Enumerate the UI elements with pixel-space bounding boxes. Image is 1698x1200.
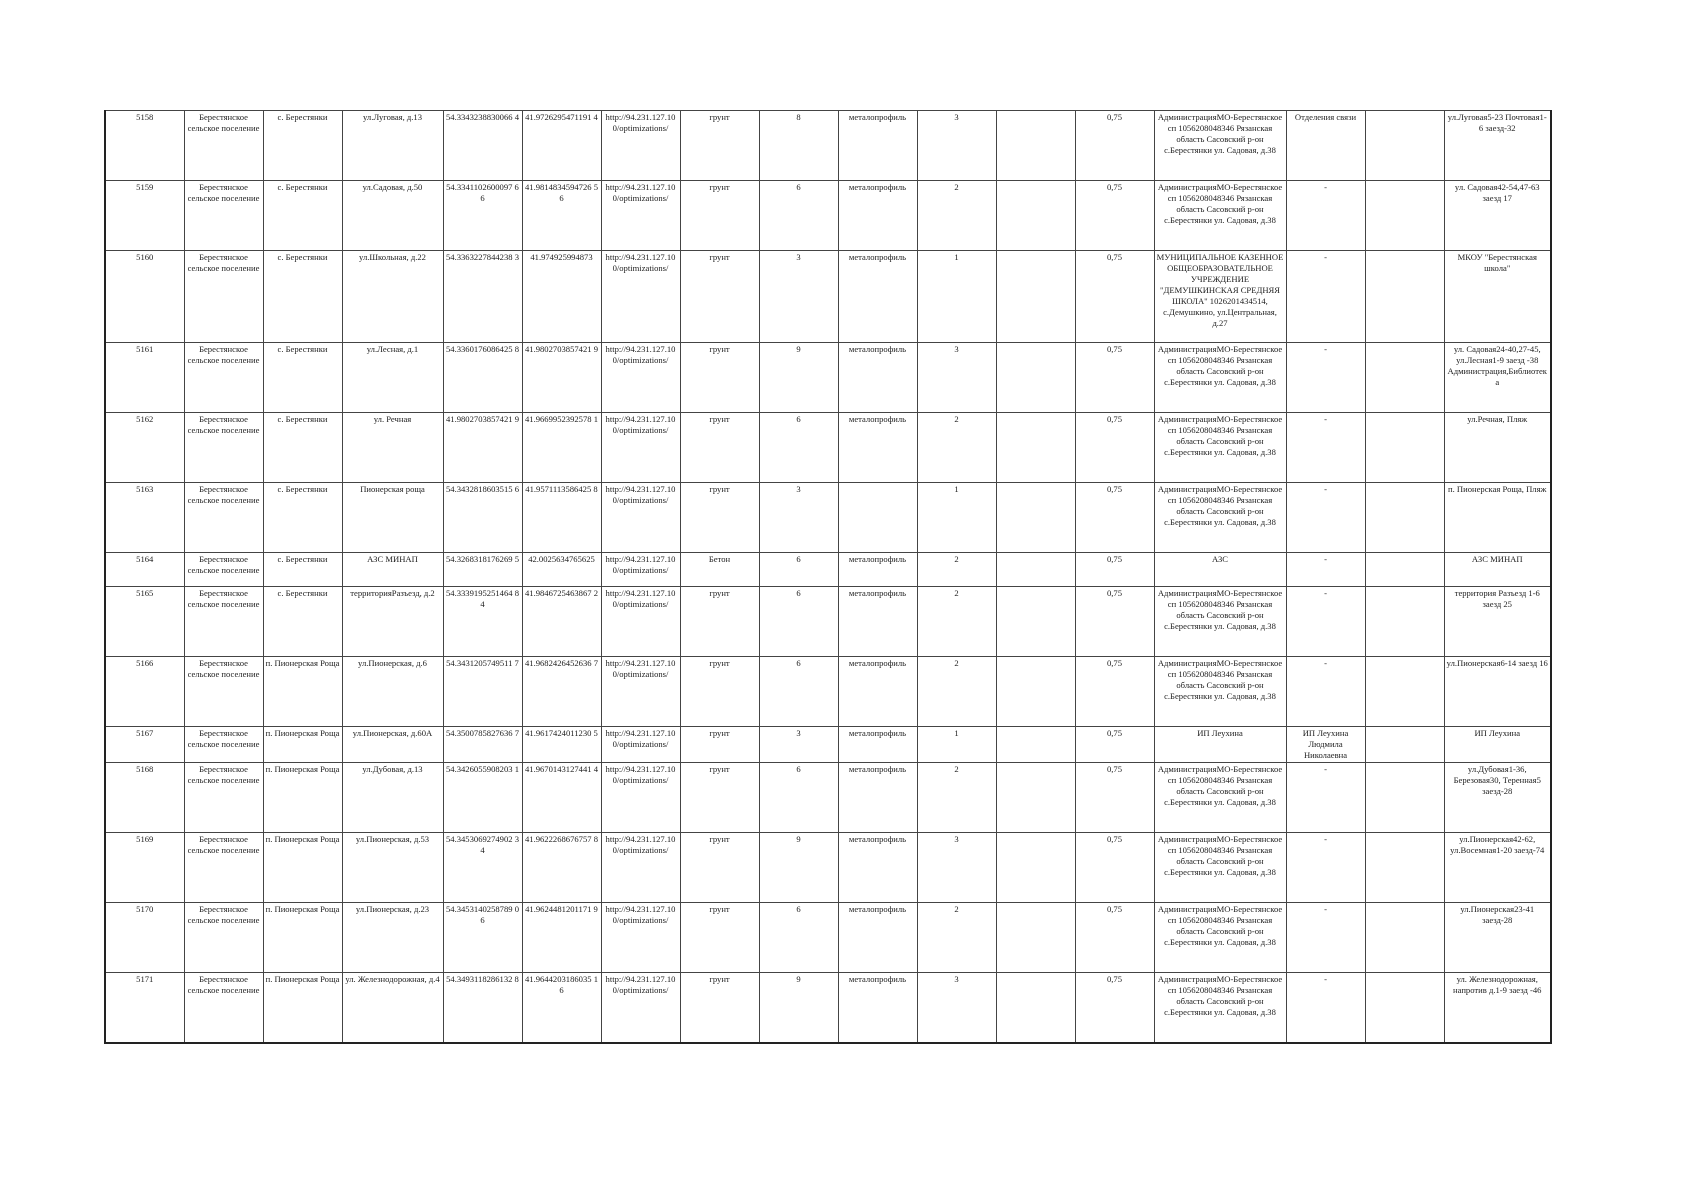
cell-settlement: Берестянское сельское поселение bbox=[184, 343, 263, 413]
cell-longitude: 41.9669952392578 1 bbox=[522, 413, 601, 483]
cell-record-id: 5164 bbox=[105, 553, 184, 587]
cell-blank-col bbox=[996, 413, 1075, 483]
data-table bbox=[104, 110, 1552, 1044]
cell-settlement: Берестянское сельское поселение bbox=[184, 903, 263, 973]
cell-served-objects: ул. Садовая24-40,27-45, ул.Лесная1-9 заезд -38 Администрация,Библиотека bbox=[1444, 343, 1551, 413]
cell-address: ул.Луговая, д.13 bbox=[342, 111, 443, 181]
cell-record-id: 5166 bbox=[105, 657, 184, 727]
cell-volume: 0,75 bbox=[1075, 413, 1154, 483]
cell-locality: п. Пионерская Роща bbox=[263, 833, 342, 903]
cell-record-id: 5159 bbox=[105, 181, 184, 251]
cell-served-objects: АЗС МИНАП bbox=[1444, 553, 1551, 587]
cell-link: http://94.231.127.10 0/optimizations/ bbox=[601, 727, 680, 763]
cell-locality: с. Берестянки bbox=[263, 413, 342, 483]
table-row bbox=[105, 727, 1551, 763]
cell-material: металопрофиль bbox=[838, 657, 917, 727]
cell-containers: 3 bbox=[917, 833, 996, 903]
cell-settlement: Берестянское сельское поселение bbox=[184, 763, 263, 833]
cell-material bbox=[838, 483, 917, 553]
cell-link: http://94.231.127.10 0/optimizations/ bbox=[601, 483, 680, 553]
cell-longitude: 41.9814834594726 56 bbox=[522, 181, 601, 251]
cell-volume: 0,75 bbox=[1075, 763, 1154, 833]
cell-surface: грунт bbox=[680, 251, 759, 343]
cell-blank-col bbox=[996, 763, 1075, 833]
cell-link: http://94.231.127.10 0/optimizations/ bbox=[601, 657, 680, 727]
cell-contact: - bbox=[1286, 483, 1365, 553]
cell-owner: АдминистрацияМО-Берестянское сп 1056208048346 Рязанская область Сасовский р-он с.Берестянки ул. Садовая, д.38 bbox=[1154, 111, 1286, 181]
cell-latitude: 54.3339195251464 84 bbox=[443, 587, 522, 657]
cell-surface: грунт bbox=[680, 413, 759, 483]
cell-containers: 2 bbox=[917, 657, 996, 727]
cell-blank-col bbox=[996, 181, 1075, 251]
cell-volume: 0,75 bbox=[1075, 111, 1154, 181]
cell-containers: 2 bbox=[917, 763, 996, 833]
cell-address: ул.Садовая, д.50 bbox=[342, 181, 443, 251]
cell-longitude: 41.9644203186035 16 bbox=[522, 973, 601, 1043]
cell-address: ул.Школьная, д.22 bbox=[342, 251, 443, 343]
cell-locality: с. Берестянки bbox=[263, 553, 342, 587]
cell-containers: 2 bbox=[917, 553, 996, 587]
cell-blank-col bbox=[996, 973, 1075, 1043]
cell-settlement: Берестянское сельское поселение bbox=[184, 251, 263, 343]
cell-latitude: 54.3343238830066 4 bbox=[443, 111, 522, 181]
cell-area: 8 bbox=[759, 111, 838, 181]
cell-contact: - bbox=[1286, 181, 1365, 251]
cell-served-objects: территория Разъезд 1-6 заезд 25 bbox=[1444, 587, 1551, 657]
cell-record-id: 5160 bbox=[105, 251, 184, 343]
cell-record-id: 5158 bbox=[105, 111, 184, 181]
cell-area: 9 bbox=[759, 973, 838, 1043]
cell-contact: - bbox=[1286, 413, 1365, 483]
cell-latitude: 54.3432818603515 6 bbox=[443, 483, 522, 553]
cell-served-objects: п. Пионерская Роща, Пляж bbox=[1444, 483, 1551, 553]
cell-owner: АдминистрацияМО-Берестянское сп 1056208048346 Рязанская область Сасовский р-он с.Берестянки ул. Садовая, д.38 bbox=[1154, 343, 1286, 413]
cell-longitude: 41.9846725463867 2 bbox=[522, 587, 601, 657]
cell-blank-col bbox=[1365, 903, 1444, 973]
cell-surface: грунт bbox=[680, 727, 759, 763]
cell-settlement: Берестянское сельское поселение bbox=[184, 657, 263, 727]
cell-volume: 0,75 bbox=[1075, 833, 1154, 903]
cell-link: http://94.231.127.10 0/optimizations/ bbox=[601, 763, 680, 833]
cell-material: металопрофиль bbox=[838, 413, 917, 483]
cell-blank-col bbox=[1365, 343, 1444, 413]
cell-longitude: 41.9617424011230 5 bbox=[522, 727, 601, 763]
cell-blank-col bbox=[996, 587, 1075, 657]
cell-blank-col bbox=[1365, 111, 1444, 181]
table-row bbox=[105, 181, 1551, 251]
table-row bbox=[105, 587, 1551, 657]
cell-address: ул.Пионерская, д.60А bbox=[342, 727, 443, 763]
cell-contact: - bbox=[1286, 553, 1365, 587]
cell-containers: 2 bbox=[917, 587, 996, 657]
cell-blank-col bbox=[1365, 833, 1444, 903]
cell-material: металопрофиль bbox=[838, 343, 917, 413]
cell-record-id: 5169 bbox=[105, 833, 184, 903]
cell-settlement: Берестянское сельское поселение bbox=[184, 413, 263, 483]
cell-surface: Бетон bbox=[680, 553, 759, 587]
cell-link: http://94.231.127.10 0/optimizations/ bbox=[601, 587, 680, 657]
cell-record-id: 5168 bbox=[105, 763, 184, 833]
table-row bbox=[105, 553, 1551, 587]
cell-blank-col bbox=[1365, 553, 1444, 587]
cell-longitude: 41.9624481201171 9 bbox=[522, 903, 601, 973]
cell-settlement: Берестянское сельское поселение bbox=[184, 587, 263, 657]
cell-served-objects: ул. Железнодорожная, напротив д.1-9 заезд -46 bbox=[1444, 973, 1551, 1043]
cell-blank-col bbox=[1365, 483, 1444, 553]
cell-material: металопрофиль bbox=[838, 181, 917, 251]
cell-served-objects: ул.Пионерская23-41 заезд-28 bbox=[1444, 903, 1551, 973]
cell-blank-col bbox=[996, 553, 1075, 587]
cell-link: http://94.231.127.10 0/optimizations/ bbox=[601, 833, 680, 903]
cell-volume: 0,75 bbox=[1075, 587, 1154, 657]
cell-latitude: 54.3363227844238 3 bbox=[443, 251, 522, 343]
cell-volume: 0,75 bbox=[1075, 343, 1154, 413]
cell-latitude: 54.3341102600097 66 bbox=[443, 181, 522, 251]
cell-area: 6 bbox=[759, 903, 838, 973]
cell-served-objects: ул. Садовая42-54,47-63 заезд 17 bbox=[1444, 181, 1551, 251]
table-row bbox=[105, 973, 1551, 1043]
cell-settlement: Берестянское сельское поселение bbox=[184, 727, 263, 763]
cell-contact: - bbox=[1286, 973, 1365, 1043]
cell-locality: с. Берестянки bbox=[263, 343, 342, 413]
cell-material: металопрофиль bbox=[838, 903, 917, 973]
cell-locality: п. Пионерская Роща bbox=[263, 903, 342, 973]
cell-link: http://94.231.127.10 0/optimizations/ bbox=[601, 903, 680, 973]
cell-contact: - bbox=[1286, 343, 1365, 413]
cell-longitude: 41.974925994873 bbox=[522, 251, 601, 343]
table-row bbox=[105, 251, 1551, 343]
cell-owner: МУНИЦИПАЛЬНОЕ КАЗЕННОЕ ОБЩЕОБРАЗОВАТЕЛЬНОЕ УЧРЕЖДЕНИЕ "ДЕМУШКИНСКАЯ СРЕДНЯЯ ШКОЛА" 1026201434514, с.Демушкино, ул.Центральная, д.27 bbox=[1154, 251, 1286, 343]
cell-latitude: 54.3431205749511 7 bbox=[443, 657, 522, 727]
cell-material: металопрофиль bbox=[838, 727, 917, 763]
cell-area: 6 bbox=[759, 657, 838, 727]
cell-latitude: 54.3453069274902 34 bbox=[443, 833, 522, 903]
cell-address: территорияРазъезд, д.2 bbox=[342, 587, 443, 657]
cell-surface: грунт bbox=[680, 903, 759, 973]
cell-locality: с. Берестянки bbox=[263, 587, 342, 657]
cell-blank-col bbox=[1365, 727, 1444, 763]
cell-containers: 1 bbox=[917, 727, 996, 763]
cell-locality: п. Пионерская Роща bbox=[263, 657, 342, 727]
cell-blank-col bbox=[1365, 251, 1444, 343]
cell-blank-col bbox=[996, 251, 1075, 343]
table-row bbox=[105, 413, 1551, 483]
cell-record-id: 5171 bbox=[105, 973, 184, 1043]
cell-link: http://94.231.127.10 0/optimizations/ bbox=[601, 251, 680, 343]
cell-longitude: 41.9670143127441 4 bbox=[522, 763, 601, 833]
cell-material: металопрофиль bbox=[838, 763, 917, 833]
cell-blank-col bbox=[996, 483, 1075, 553]
cell-owner: АЗС bbox=[1154, 553, 1286, 587]
cell-settlement: Берестянское сельское поселение bbox=[184, 111, 263, 181]
cell-containers: 2 bbox=[917, 181, 996, 251]
cell-link: http://94.231.127.10 0/optimizations/ bbox=[601, 413, 680, 483]
table-row bbox=[105, 111, 1551, 181]
cell-owner: АдминистрацияМО-Берестянское сп 1056208048346 Рязанская область Сасовский р-он с.Берестянки ул. Садовая, д.38 bbox=[1154, 483, 1286, 553]
cell-area: 6 bbox=[759, 553, 838, 587]
cell-area: 6 bbox=[759, 763, 838, 833]
cell-settlement: Берестянское сельское поселение bbox=[184, 553, 263, 587]
cell-contact: Отделения связи bbox=[1286, 111, 1365, 181]
cell-blank-col bbox=[1365, 763, 1444, 833]
cell-address: Пионерская роща bbox=[342, 483, 443, 553]
table-row bbox=[105, 343, 1551, 413]
cell-volume: 0,75 bbox=[1075, 727, 1154, 763]
cell-latitude: 54.3493118286132 8 bbox=[443, 973, 522, 1043]
cell-area: 3 bbox=[759, 483, 838, 553]
cell-latitude: 54.3500785827636 7 bbox=[443, 727, 522, 763]
cell-longitude: 41.9726295471191 4 bbox=[522, 111, 601, 181]
cell-surface: грунт bbox=[680, 181, 759, 251]
cell-area: 3 bbox=[759, 727, 838, 763]
cell-address: ул.Пионерская, д.53 bbox=[342, 833, 443, 903]
cell-locality: п. Пионерская Роща bbox=[263, 763, 342, 833]
cell-volume: 0,75 bbox=[1075, 657, 1154, 727]
cell-blank-col bbox=[1365, 181, 1444, 251]
cell-locality: с. Берестянки bbox=[263, 181, 342, 251]
cell-served-objects: ул.Речная, Пляж bbox=[1444, 413, 1551, 483]
cell-contact: - bbox=[1286, 763, 1365, 833]
cell-surface: грунт bbox=[680, 763, 759, 833]
cell-longitude: 41.9622268676757 8 bbox=[522, 833, 601, 903]
cell-settlement: Берестянское сельское поселение bbox=[184, 973, 263, 1043]
cell-material: металопрофиль bbox=[838, 833, 917, 903]
cell-area: 3 bbox=[759, 251, 838, 343]
cell-surface: грунт bbox=[680, 111, 759, 181]
cell-blank-col bbox=[1365, 973, 1444, 1043]
cell-locality: с. Берестянки bbox=[263, 483, 342, 553]
cell-volume: 0,75 bbox=[1075, 483, 1154, 553]
cell-volume: 0,75 bbox=[1075, 973, 1154, 1043]
cell-link: http://94.231.127.10 0/optimizations/ bbox=[601, 111, 680, 181]
cell-locality: с. Берестянки bbox=[263, 111, 342, 181]
cell-settlement: Берестянское сельское поселение bbox=[184, 833, 263, 903]
cell-link: http://94.231.127.10 0/optimizations/ bbox=[601, 343, 680, 413]
cell-containers: 3 bbox=[917, 111, 996, 181]
cell-containers: 3 bbox=[917, 973, 996, 1043]
cell-link: http://94.231.127.10 0/optimizations/ bbox=[601, 181, 680, 251]
table-row bbox=[105, 483, 1551, 553]
cell-material: металопрофиль bbox=[838, 587, 917, 657]
cell-contact: - bbox=[1286, 657, 1365, 727]
cell-volume: 0,75 bbox=[1075, 903, 1154, 973]
cell-material: металопрофиль bbox=[838, 251, 917, 343]
cell-owner: АдминистрацияМО-Берестянское сп 1056208048346 Рязанская область Сасовский р-он с.Берестянки ул. Садовая, д.38 bbox=[1154, 763, 1286, 833]
cell-link: http://94.231.127.10 0/optimizations/ bbox=[601, 973, 680, 1043]
table-row bbox=[105, 833, 1551, 903]
cell-latitude: 54.3453140258789 06 bbox=[443, 903, 522, 973]
cell-longitude: 41.9682426452636 7 bbox=[522, 657, 601, 727]
cell-containers: 1 bbox=[917, 251, 996, 343]
cell-area: 6 bbox=[759, 587, 838, 657]
cell-area: 6 bbox=[759, 181, 838, 251]
cell-locality: с. Берестянки bbox=[263, 251, 342, 343]
cell-surface: грунт bbox=[680, 833, 759, 903]
cell-served-objects: ул.Пионерская6-14 заезд 16 bbox=[1444, 657, 1551, 727]
cell-address: ул. Речная bbox=[342, 413, 443, 483]
cell-contact: - bbox=[1286, 587, 1365, 657]
cell-served-objects: ул.Пионерская42-62, ул.Восемная1-20 заезд-74 bbox=[1444, 833, 1551, 903]
cell-owner: АдминистрацияМО-Берестянское сп 1056208048346 Рязанская область Сасовский р-он с.Берестянки ул. Садовая, д.38 bbox=[1154, 413, 1286, 483]
cell-longitude: 41.9802703857421 9 bbox=[522, 343, 601, 413]
cell-volume: 0,75 bbox=[1075, 251, 1154, 343]
cell-contact: ИП Леухина Людмила Николаевна bbox=[1286, 727, 1365, 763]
cell-owner: АдминистрацияМО-Берестянское сп 1056208048346 Рязанская область Сасовский р-он с.Берестянки ул. Садовая, д.38 bbox=[1154, 833, 1286, 903]
cell-link: http://94.231.127.10 0/optimizations/ bbox=[601, 553, 680, 587]
cell-material: металопрофиль bbox=[838, 973, 917, 1043]
cell-blank-col bbox=[996, 657, 1075, 727]
cell-surface: грунт bbox=[680, 657, 759, 727]
cell-settlement: Берестянское сельское поселение bbox=[184, 181, 263, 251]
cell-record-id: 5167 bbox=[105, 727, 184, 763]
cell-surface: грунт bbox=[680, 587, 759, 657]
cell-locality: п. Пионерская Роща bbox=[263, 973, 342, 1043]
cell-owner: ИП Леухина bbox=[1154, 727, 1286, 763]
cell-area: 6 bbox=[759, 413, 838, 483]
cell-contact: - bbox=[1286, 251, 1365, 343]
cell-latitude: 54.3268318176269 5 bbox=[443, 553, 522, 587]
cell-blank-col bbox=[1365, 657, 1444, 727]
cell-surface: грунт bbox=[680, 483, 759, 553]
cell-owner: АдминистрацияМО-Берестянское сп 1056208048346 Рязанская область Сасовский р-он с.Берестянки ул. Садовая, д.38 bbox=[1154, 973, 1286, 1043]
cell-record-id: 5170 bbox=[105, 903, 184, 973]
cell-record-id: 5162 bbox=[105, 413, 184, 483]
cell-containers: 1 bbox=[917, 483, 996, 553]
cell-blank-col bbox=[996, 833, 1075, 903]
cell-record-id: 5163 bbox=[105, 483, 184, 553]
cell-owner: АдминистрацияМО-Берестянское сп 1056208048346 Рязанская область Сасовский р-он с.Берестянки ул. Садовая, д.38 bbox=[1154, 903, 1286, 973]
cell-containers: 3 bbox=[917, 343, 996, 413]
cell-latitude: 41.9802703857421 9 bbox=[443, 413, 522, 483]
cell-served-objects: ул.Луговая5-23 Почтовая1-6 заезд-32 bbox=[1444, 111, 1551, 181]
cell-volume: 0,75 bbox=[1075, 181, 1154, 251]
cell-address: ул.Дубовая, д.13 bbox=[342, 763, 443, 833]
cell-owner: АдминистрацияМО-Берестянское сп 1056208048346 Рязанская область Сасовский р-он с.Берестянки ул. Садовая, д.38 bbox=[1154, 181, 1286, 251]
cell-blank-col bbox=[996, 903, 1075, 973]
cell-record-id: 5165 bbox=[105, 587, 184, 657]
cell-locality: п. Пионерская Роща bbox=[263, 727, 342, 763]
cell-address: ул.Пионерская, д.23 bbox=[342, 903, 443, 973]
cell-address: ул. Железнодорожная, д.4 bbox=[342, 973, 443, 1043]
cell-surface: грунт bbox=[680, 973, 759, 1043]
table-body bbox=[105, 111, 1551, 1043]
cell-area: 9 bbox=[759, 343, 838, 413]
cell-material: металопрофиль bbox=[838, 111, 917, 181]
cell-blank-col bbox=[1365, 587, 1444, 657]
cell-contact: - bbox=[1286, 833, 1365, 903]
cell-containers: 2 bbox=[917, 903, 996, 973]
cell-blank-col bbox=[996, 343, 1075, 413]
cell-owner: АдминистрацияМО-Берестянское сп 1056208048346 Рязанская область Сасовский р-он с.Берестянки ул. Садовая, д.38 bbox=[1154, 657, 1286, 727]
cell-blank-col bbox=[996, 727, 1075, 763]
cell-blank-col bbox=[996, 111, 1075, 181]
cell-volume: 0,75 bbox=[1075, 553, 1154, 587]
cell-record-id: 5161 bbox=[105, 343, 184, 413]
cell-settlement: Берестянское сельское поселение bbox=[184, 483, 263, 553]
cell-containers: 2 bbox=[917, 413, 996, 483]
cell-served-objects: ул.Дубовая1-36, Березовая30, Теренная5 заезд-28 bbox=[1444, 763, 1551, 833]
table-row bbox=[105, 903, 1551, 973]
table-row bbox=[105, 657, 1551, 727]
cell-address: ул.Лесная, д.1 bbox=[342, 343, 443, 413]
cell-surface: грунт bbox=[680, 343, 759, 413]
cell-longitude: 41.9571113586425 8 bbox=[522, 483, 601, 553]
cell-latitude: 54.3360176086425 8 bbox=[443, 343, 522, 413]
cell-blank-col bbox=[1365, 413, 1444, 483]
cell-address: АЗС МИНАП bbox=[342, 553, 443, 587]
cell-owner: АдминистрацияМО-Берестянское сп 1056208048346 Рязанская область Сасовский р-он с.Берестянки ул. Садовая, д.38 bbox=[1154, 587, 1286, 657]
cell-latitude: 54.3426055908203 1 bbox=[443, 763, 522, 833]
cell-address: ул.Пионерская, д.6 bbox=[342, 657, 443, 727]
cell-served-objects: ИП Леухина bbox=[1444, 727, 1551, 763]
cell-material: металопрофиль bbox=[838, 553, 917, 587]
cell-served-objects: МКОУ "Берестянская школа" bbox=[1444, 251, 1551, 343]
cell-longitude: 42.0025634765625 bbox=[522, 553, 601, 587]
table-row bbox=[105, 763, 1551, 833]
cell-contact: - bbox=[1286, 903, 1365, 973]
cell-area: 9 bbox=[759, 833, 838, 903]
